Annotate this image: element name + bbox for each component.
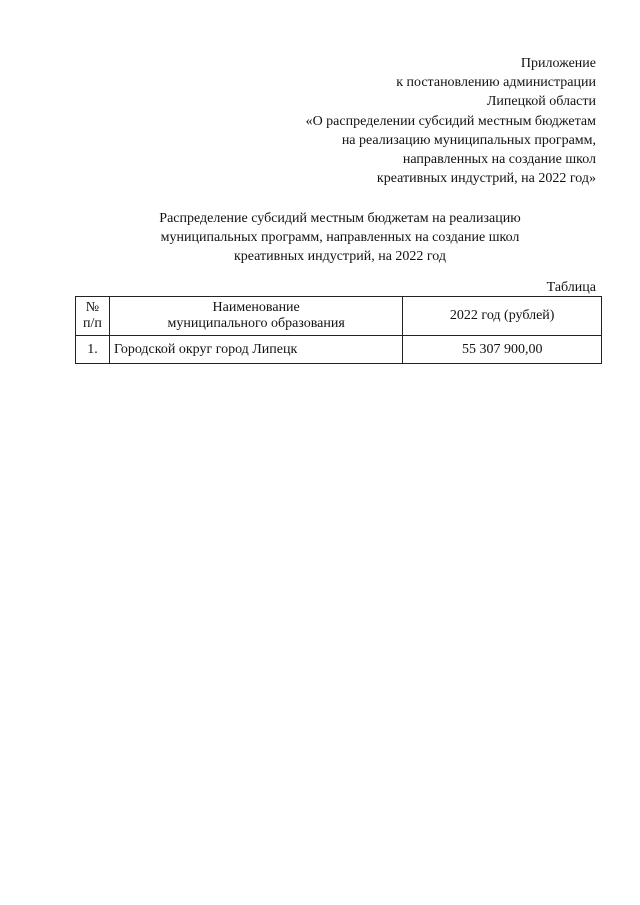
appendix-line: к постановлению администрации <box>396 75 596 91</box>
appendix-line: Приложение <box>520 56 596 71</box>
table-header-row <box>76 297 602 336</box>
subsidy-table <box>75 296 602 364</box>
header-num-line1: № <box>85 300 100 315</box>
appendix-line: направленных на создание школ <box>402 152 596 168</box>
appendix-line: Липецкой области <box>486 94 596 110</box>
row-num: 1. <box>76 336 110 364</box>
document-title <box>120 209 560 267</box>
title-line: муниципальных программ, направленных на создание школ <box>160 230 520 246</box>
title-line: Распределение субсидий местным бюджетам на реализацию <box>159 211 521 226</box>
title-line: креативных индустрий, на 2022 год <box>233 249 447 265</box>
header-name-line1: Наименование <box>212 300 300 315</box>
header-value: 2022 год (рублей) <box>403 297 602 336</box>
table-row <box>76 336 602 364</box>
row-name: Городской округ город Липецк <box>109 336 402 364</box>
appendix-header <box>236 54 596 188</box>
appendix-line: на реализацию муниципальных программ, <box>341 132 596 148</box>
table-label: Таблица <box>546 280 596 295</box>
header-num <box>76 297 110 336</box>
appendix-line: креативных индустрий, на 2022 год» <box>376 171 596 187</box>
header-name-line2: муниципального образования <box>167 316 345 331</box>
appendix-line: «О распределении субсидий местным бюджетам <box>305 113 596 129</box>
header-num-line2: п/п <box>83 316 102 331</box>
row-value: 55 307 900,00 <box>403 336 602 364</box>
header-name <box>109 297 402 336</box>
